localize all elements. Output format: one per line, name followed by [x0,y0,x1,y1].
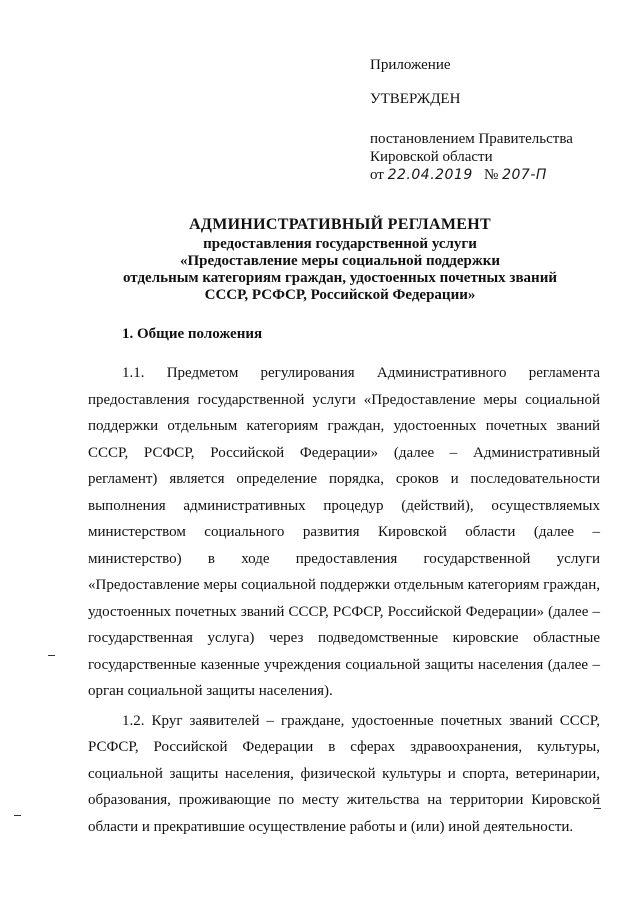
approval-block [370,56,630,184]
scan-mark [48,655,55,656]
number-prefix: № [484,167,499,183]
paragraph-1-1: 1.1. Предметом регулирования Административного регламента предоставления государственной услуги «Предоставление меры социальной поддержки отдельным категориям граждан, удостоенных почетных званий СССР, РСФСР, Российской Федерации» (далее – Административный регламент) является определение порядка, сроков и последовательности выполнения административных процедур (действий), осуществляемых министерством социального развития Кировской области (далее – министерство) в ходе предоставления государственной услуги «Предоставление меры социальной поддержки отдельным категориям граждан, удостоенных почетных званий СССР, РСФСР, Российской Федерации» (далее – государственная услуга) через подведомственные кировские областные государственные казенные учреждения социальной защиты населения (далее – орган социальной защиты населения). [88,365,600,699]
title-line-2: предоставления государственной услуги [203,236,477,252]
date-prefix: от [370,167,384,183]
paragraph-1-2: 1.2. Круг заявителей – граждане, удостоенные почетных званий СССР, РСФСР, Российской Федерации в сферах здравоохранения, культуры, социальной защиты населения, физической культуры и спорта, ветеринарии, образования, проживающие по месту жительства на территории Кировской области и прекратившие осуществление работы и (или) иной деятельности. [88,712,600,835]
title-line-4: отдельным категориям граждан, удостоенных почетных званий [123,270,557,286]
document-title [60,216,620,304]
decree-line-2: Кировской области [370,149,493,165]
scan-mark [594,808,601,809]
decree-date-row [370,166,630,184]
appendix-label: Приложение [370,57,451,73]
scan-mark [14,815,21,816]
handwritten-date: 22.04.2019 [387,167,473,183]
title-line-3: «Предоставление меры социальной поддержки [179,253,501,269]
body-text [88,360,600,840]
title-main: АДМИНИСТРАТИВНЫЙ РЕГЛАМЕНТ [189,216,491,233]
handwritten-number: 207-П [502,167,547,183]
decree-line-1: постановлением Правительства [370,131,573,147]
section-heading: 1. Общие положения [122,326,263,342]
approved-label: УТВЕРЖДЕН [370,91,461,107]
title-line-5: СССР, РСФСР, Российской Федерации» [204,287,476,303]
